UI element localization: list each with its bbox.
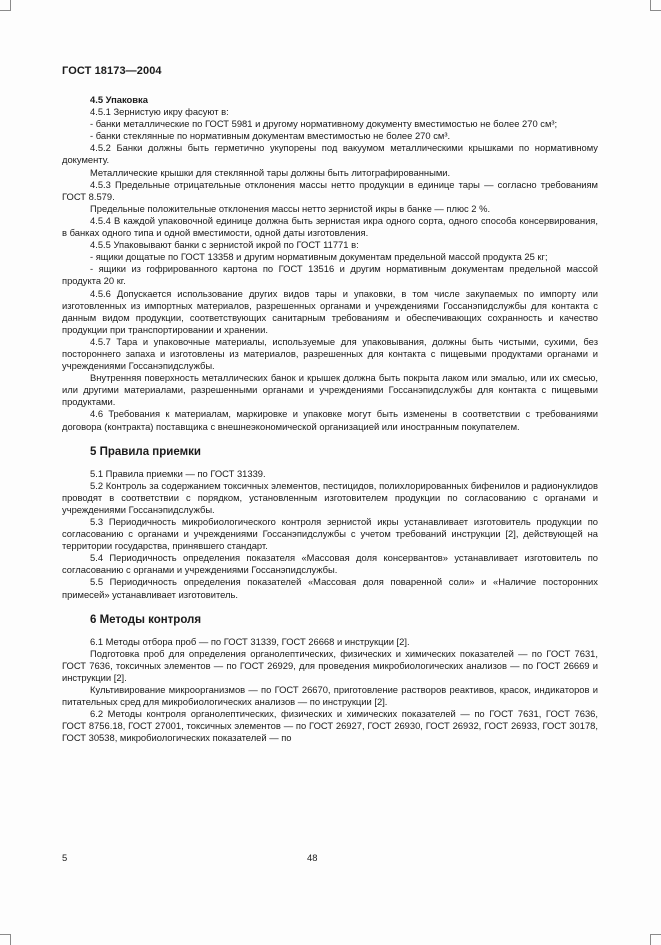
paragraph: 4.6 Требования к материалам, маркировке и упаковке могут быть изменены в соответствии с требованиями договора (контракта) поставщика с внешнеэкономической организацией или иностранным покупателем. (62, 408, 598, 432)
crop-mark-top-left (0, 0, 11, 11)
paragraph: - банки металлические по ГОСТ 5981 и другому нормативному документу вместимостью не более 270 см³; (90, 118, 558, 130)
paragraph: 4.5.1 Зернистую икру фасуют в: (90, 106, 229, 118)
body-text (62, 94, 598, 745)
crop-mark-top-right (650, 0, 661, 11)
paragraph: 5.3 Периодичность микробиологического контроля зернистой икры устанавливает изготовитель продукции по согласованию с органами и учреждениями Госсанэпидслужбы с учетом требований инструкции [2], действующей на территории государства, принявшего стандарт. (62, 516, 598, 552)
paragraph: 5.2 Контроль за содержанием токсичных элементов, пестицидов, полихлорированных бифенилов и радионуклидов проводят в соответствии с порядком, установленным изготовителем продукции по согласованию с органами и учреждениями Госсанэпидслужбы. (62, 479, 598, 515)
paragraph: 4.5.6 Допускается использование других видов тары и упаковки, в том числе закупаемых по импорту или изготовленных из импортных материалов, разрешенных органами и учреждениями Госсанэпидслужбы для контакта с данным видом продукции, соответствующих санитарным требованиям и обеспечивающих сохранность и качество продукции при транспортировании и хранении. (62, 287, 598, 335)
section-heading: 5 Правила приемки (90, 445, 201, 458)
paragraph: 5.5 Периодичность определения показателей «Массовая доля поваренной соли» и «Наличие посторонних примесей» устанавливает изготовитель. (62, 576, 598, 600)
paragraph: 6.2 Методы контроля органолептических, физических и химических показателей — по ГОСТ 7631, ГОСТ 7636, ГОСТ 8756.18, ГОСТ 27001, токсичных элементов — по ГОСТ 26927, ГОСТ 26930, ГОСТ 26932, ГОСТ 26933, ГОСТ 30178, ГОСТ 30538, микробиологических показателей — по (62, 708, 598, 744)
paragraph: 5.1 Правила приемки — по ГОСТ 31339. (90, 467, 266, 479)
paragraph: Внутренняя поверхность металлических банок и крышек должна быть покрыта лаком или эмалью, или их смесью, или другими материалами, разрешенными органами и учреждениями Госсанэпидслужбы для контакта с пищевыми продуктами. (62, 372, 598, 408)
running-header: ГОСТ 18173—2004 (62, 65, 162, 77)
crop-mark-bottom-right (650, 934, 661, 945)
paragraph: 4.5.3 Предельные отрицательные отклонения массы нетто продукции в единице тары — согласно требованиям ГОСТ 8.579. (62, 178, 598, 202)
paragraph: 6.1 Методы отбора проб — по ГОСТ 31339, ГОСТ 26668 и инструкции [2]. (90, 635, 410, 647)
section-heading: 6 Методы контроля (90, 613, 202, 626)
paragraph: - ящики из гофрированного картона по ГОСТ 13516 и другим нормативным документам предельной массой продукта 20 кг. (62, 263, 598, 287)
paragraph: - банки стеклянные по нормативным документам вместимостью не более 270 см³. (90, 130, 451, 142)
paragraph: 5.4 Периодичность определения показателя «Массовая доля консервантов» устанавливает изготовитель по согласованию с органами и учреждениями Госсанэпидслужбы. (62, 552, 598, 576)
paragraph: 4.5.2 Банки должны быть герметично укупорены под вакуумом металлическими крышками по нормативному документу. (62, 142, 598, 166)
paragraph: 4.5.4 В каждой упаковочной единице должна быть зернистая икра одного сорта, одного способа консервирования, в банках одного типа и одной вместимости, одной даты изготовления. (62, 214, 598, 239)
crop-mark-bottom-left (0, 934, 11, 945)
paragraph: Подготовка проб для определения органолептических, физических и химических показателей — по ГОСТ 7631, ГОСТ 7636, токсичных элементов — по ГОСТ 26929, для проведения микробиологических анализов — по ГОСТ 26669 и инструкции [2]. (62, 647, 598, 683)
paragraph: - ящики дощатые по ГОСТ 13358 и другим нормативным документам предельной массой продукта 25 кг; (90, 251, 548, 263)
paragraph: 4.5.7 Тара и упаковочные материалы, используемые для упаковывания, должны быть чистыми, сухими, без постороннего запаха и изготовлены из материалов, разрешенных для контакта с пищевыми продуктами органами и учреждениями Госсанэпидслужбы. (62, 335, 598, 372)
page-number-center: 48 (307, 852, 318, 863)
page-number-left: 5 (62, 852, 68, 863)
paragraph: 4.5.5 Упаковывают банки с зернистой икрой по ГОСТ 11771 в: (90, 239, 359, 251)
paragraph: Предельные положительные отклонения массы нетто зернистой икры в банке — плюс 2 %. (90, 202, 491, 214)
paragraph: Металлические крышки для стеклянной тары должны быть литографированными. (90, 166, 451, 178)
subsection-heading: 4.5 Упаковка (90, 94, 148, 105)
paragraph: Культивирование микроорганизмов — по ГОСТ 26670, приготовление растворов реактивов, красок, индикаторов и питательных сред для микробиологических анализов — по инструкции [2]. (62, 684, 598, 708)
